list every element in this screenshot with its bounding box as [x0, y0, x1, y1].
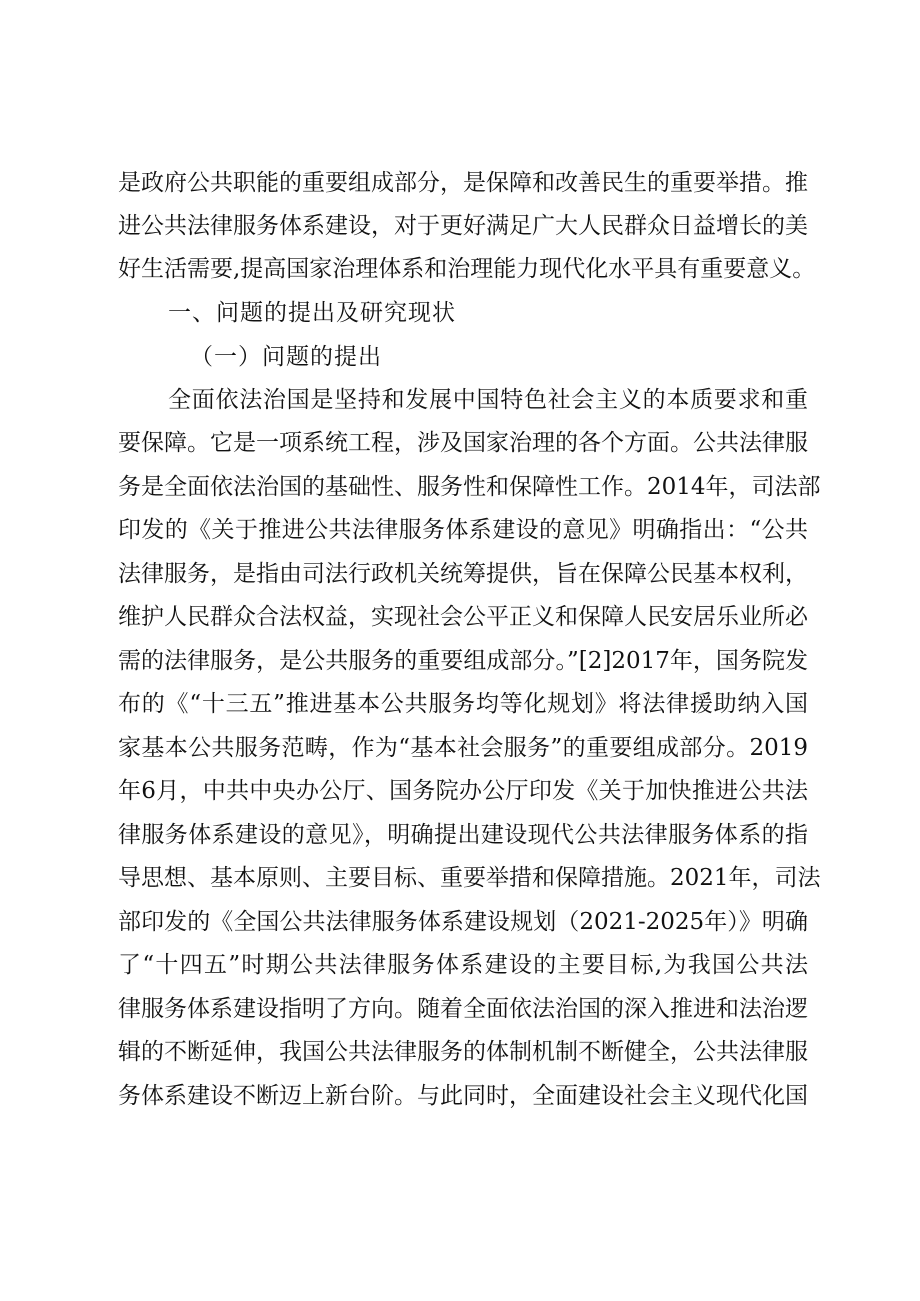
body-line: 法律服务，是指由司法行政机关统筹提供，旨在保障公民基本权利，: [118, 561, 808, 587]
body-line: 了“十四五”时期公共法律服务体系建设的主要目标,为我国公共法: [118, 952, 808, 978]
body-line: 部印发的《全国公共法律服务体系建设规划（2021-2025年）》明确: [118, 909, 808, 935]
body-line: 律服务体系建设指明了方向。随着全面依法治国的深入推进和法治逻: [118, 996, 808, 1022]
body-line: 年6月，中共中央办公厅、国务院办公厅印发《关于加快推进公共法: [118, 778, 808, 804]
intro-line: 好生活需要,提高国家治理体系和治理能力现代化水平具有重要意义。: [118, 256, 816, 282]
body-line: 律服务体系建设的意见》，明确提出建设现代公共法律服务体系的指: [118, 822, 808, 848]
subsection-heading: （一）问题的提出: [190, 344, 382, 370]
intro-line: 进公共法律服务体系建设，对于更好满足广大人民群众日益增长的美: [118, 213, 808, 239]
body-line: 务体系建设不断迈上新台阶。与此同时，全面建设社会主义现代化国: [118, 1083, 808, 1109]
body-line: 辑的不断延伸，我国公共法律服务的体制机制不断健全，公共法律服: [118, 1039, 808, 1065]
body-line: 要保障。它是一项系统工程，涉及国家治理的各个方面。公共法律服: [118, 430, 808, 456]
body-line: 维护人民群众合法权益，实现社会公平正义和保障人民安居乐业所必: [118, 604, 808, 630]
body-line: 印发的《关于推进公共法律服务体系建设的意见》明确指出：“公共: [118, 517, 808, 543]
body-line: 导思想、基本原则、主要目标、重要举措和保障措施。2021年，司法: [118, 865, 821, 891]
body-line: 布的《“十三五”推进基本公共服务均等化规划》将法律援助纳入国: [118, 691, 808, 717]
body-line: 务是全面依法治国的基础性、服务性和保障性工作。2014年，司法部: [118, 474, 821, 500]
body-line: 家基本公共服务范畴，作为“基本社会服务”的重要组成部分。2019: [118, 735, 808, 761]
body-line: 全面依法治国是坚持和发展中国特色社会主义的本质要求和重: [168, 387, 808, 413]
section-heading: 一、问题的提出及研究现状: [168, 300, 456, 326]
body-line: 需的法律服务，是公共服务的重要组成部分。”[2]2017年，国务院发: [118, 648, 808, 674]
intro-line: 是政府公共职能的重要组成部分，是保障和改善民生的重要举措。推: [118, 170, 808, 196]
